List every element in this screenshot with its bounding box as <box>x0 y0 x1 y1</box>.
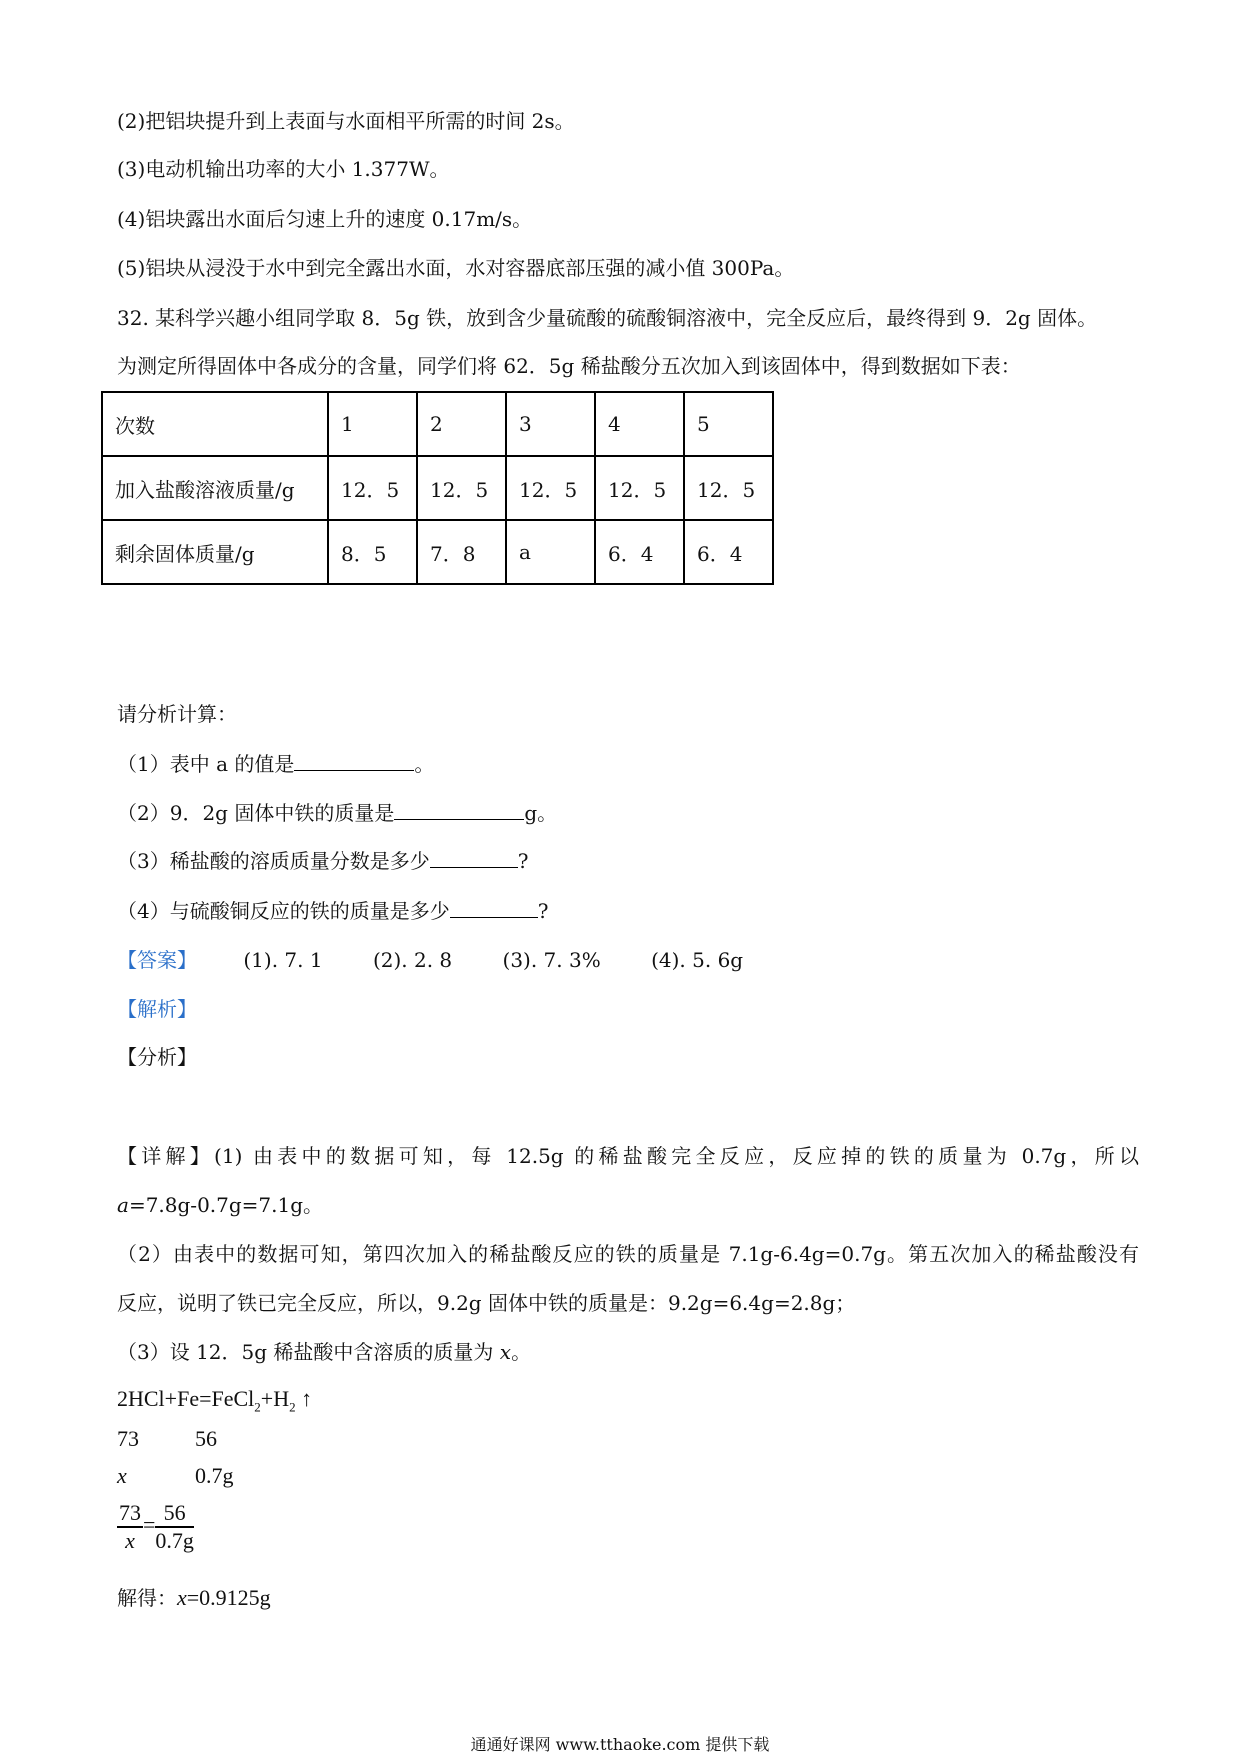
subquestion-3: （3）稀盐酸的溶质质量分数是多少 ? <box>117 849 529 873</box>
table-cell: 6．4 <box>595 520 684 584</box>
table-cell: 1 <box>328 392 417 456</box>
table-cell: 剩余固体质量/g <box>102 520 328 584</box>
prev-answer-3: (3)电动机输出功率的大小 1.377W。 <box>117 157 450 181</box>
table-cell: 12．5 <box>417 456 506 520</box>
table-cell: 12．5 <box>595 456 684 520</box>
prev-answer-5: (5)铝块从浸没于水中到完全露出水面，水对容器底部压强的减小值 300Pa。 <box>117 256 795 280</box>
answer-label: 【答案】 <box>117 948 197 972</box>
subquestion-4: （4）与硫酸铜反应的铁的质量是多少 ? <box>117 899 549 923</box>
table-cell: 12．5 <box>684 456 773 520</box>
unknown-row: x 0.7g <box>117 1463 234 1488</box>
table-cell: 次数 <box>102 392 328 456</box>
question-line-2: 为测定所得固体中各成分的含量，同学们将 62．5g 稀盐酸分五次加入到该固体中，得到数据如下表： <box>117 354 1021 378</box>
subquestion-2: （2）9．2g 固体中铁的质量是 g。 <box>117 801 558 825</box>
answer-item: (2). 2. 8 <box>372 948 453 972</box>
answer-item: (4). 5. 6g <box>651 948 744 972</box>
subquestion-1: （1）表中 a 的值是 。 <box>117 752 435 776</box>
table-cell: 2 <box>417 392 506 456</box>
prev-answer-4: (4)铝块露出水面后匀速上升的速度 0.17m/s。 <box>117 207 533 231</box>
table-cell: 3 <box>506 392 595 456</box>
data-table <box>101 391 774 585</box>
answer-line <box>117 947 743 973</box>
table-row <box>102 392 773 456</box>
table-cell: 8．5 <box>328 520 417 584</box>
answer-item: (1). 7. 1 <box>243 948 323 972</box>
table-cell: 12．5 <box>328 456 417 520</box>
proportion-equation: $\frac{73}{x}$ = $\frac{56}{0.7g}$ <box>119 1500 194 1553</box>
prev-answer-2: (2)把铝块提升到上表面与水面相平所需的时间 2s。 <box>117 109 575 133</box>
jiexi-label: 【解析】 <box>117 997 197 1021</box>
table-cell: 4 <box>595 392 684 456</box>
table-cell: 6．4 <box>684 520 773 584</box>
detail-p1a: 【详解】(1) 由表中的数据可知，每 12.5g 的稀盐酸完全反应，反应掉的铁的质量为 0.7g，所以 <box>117 1144 1139 1168</box>
answer-item: (3). 7. 3% <box>502 948 601 972</box>
footer-watermark: 通通好课网 www.tthaoke.com 提供下载 <box>470 1735 770 1754</box>
mass-ratio-row: 73 56 <box>117 1426 217 1451</box>
detail-p3: （3）设 12．5g 稀盐酸中含溶质的质量为 x。 <box>117 1340 532 1364</box>
table-cell: 加入盐酸溶液质量/g <box>102 456 328 520</box>
table-row <box>102 520 773 584</box>
detail-p1b: a=7.8g-0.7g=7.1g。 <box>117 1193 324 1217</box>
chemical-equation: $2HCl+Fe=FeCl_2+H_2$ ↑ <box>117 1386 313 1415</box>
table-row <box>102 456 773 520</box>
table-cell: 7．8 <box>417 520 506 584</box>
detail-p2b: 反应，说明了铁已完全反应，所以，9.2g 固体中铁的质量是：9.2g=6.4g=2.8g； <box>117 1291 856 1315</box>
fenxi-label: 【分析】 <box>117 1045 197 1069</box>
table-cell: a <box>506 520 595 584</box>
question-line-1: 32. 某科学兴趣小组同学取 8．5g 铁，放到含少量硫酸的硫酸铜溶液中，完全反应后，最终得到 9．2g 固体。 <box>117 306 1098 330</box>
table-cell: 12．5 <box>506 456 595 520</box>
solution: 解得：x=0.9125g <box>117 1585 271 1610</box>
table-cell: 5 <box>684 392 773 456</box>
detail-p2a: （2）由表中的数据可知，第四次加入的稀盐酸反应的铁的质量是 7.1g-6.4g=0.7g。第五次加入的稀盐酸没有 <box>117 1242 1139 1266</box>
prompt: 请分析计算： <box>117 702 237 726</box>
